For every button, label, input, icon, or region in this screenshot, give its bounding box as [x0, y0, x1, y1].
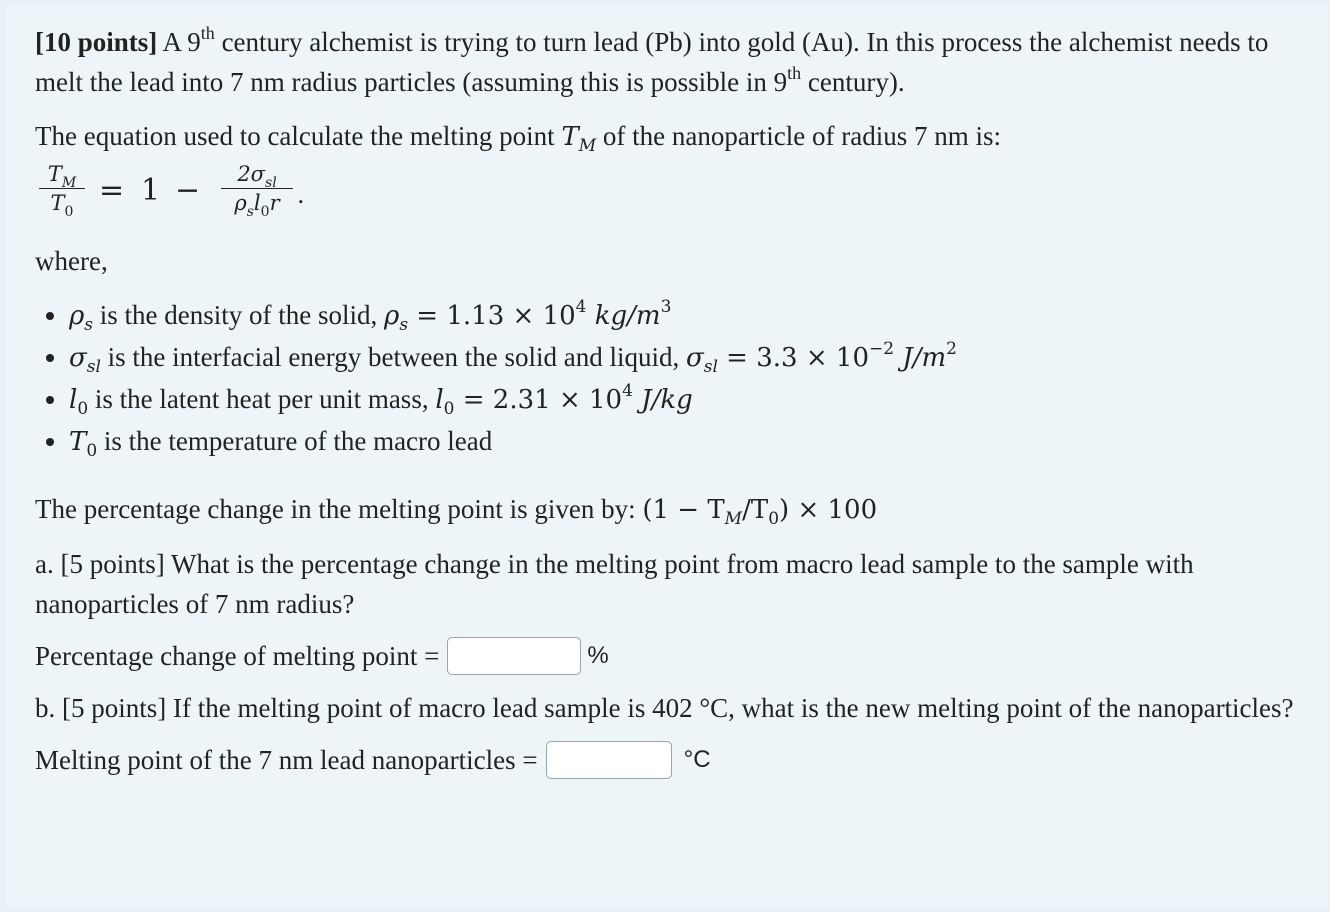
list-item: • $T_0$ is the temperature of the macro lead [69, 421, 1305, 463]
percentage-formula: The percentage change in the melting point is given by: $(1 - T_M/T_0) \times 100$ [35, 494, 878, 529]
melting-point-equation [35, 159, 1305, 239]
variable-list [35, 295, 1305, 463]
intro-text-b: century alchemist is trying to turn lead (Pb) into gold (Au). In this process the alchemist needs to melt the lead into 7 nm radius particles (assuming this is possible in 9 [35, 27, 1269, 97]
melting-point-input[interactable] [546, 741, 672, 779]
tm-symbol: $T_M$ [561, 122, 597, 156]
equation-period: . [297, 181, 305, 209]
points-label: [10 points] [35, 27, 158, 57]
intro-text-c: century). [801, 67, 905, 97]
lhs-fraction: $T_M$ $T_0$ [39, 161, 85, 216]
percentage-change-input[interactable] [447, 637, 581, 675]
equation-lead-text-2: of the nanoparticle of radius 7 nm is: [596, 121, 1002, 151]
celsius-unit: °C [683, 746, 711, 773]
part-b-question: b. [5 points] If the melting point of macro lead sample is 402 °C, what is the new melting point of the nanoparticles? [35, 693, 1294, 723]
part-a-answer-label: Percentage change of melting point = [35, 641, 440, 671]
part-b-answer-row [35, 740, 1305, 780]
part-a-answer-row [35, 636, 1305, 676]
equation-lead-text: The equation used to calculate the melting point [35, 121, 562, 151]
where-label: where, [35, 246, 108, 276]
percent-unit: % [587, 642, 609, 669]
list-item: • $\rho_s$ is the density of the solid, $\rho_s = 1.13 \times 10^4$ $kg/m^3$ [69, 295, 1305, 337]
intro-sup-a: th [200, 23, 215, 43]
intro-sup-b: th [787, 63, 802, 83]
equation-intro [35, 116, 1305, 157]
rhs-fraction: $2\sigma_{sl}$ $\rho_sl_0r$ [221, 161, 293, 216]
intro-text-a: A 9 [157, 27, 201, 57]
one-value: 1 [141, 173, 161, 208]
list-item: • $\sigma_{sl}$ is the interfacial energy between the solid and liquid, $\sigma_{sl} = 3.3 \times 10^{-2}$ $J/m^2$ [69, 337, 1305, 379]
part-b-answer-label: Melting point of the 7 nm lead nanoparticles = [35, 745, 538, 775]
equals-sign: = [99, 173, 125, 208]
list-item: • $l_0$ is the latent heat per unit mass, $l_0 = 2.31 \times 10^4$ J/kg [69, 379, 1305, 421]
question-content [35, 22, 1305, 780]
part-a-question: a. [5 points] What is the percentage change in the melting point from macro lead sample to the sample with nanoparticles of 7 nm radius? [35, 549, 1194, 619]
minus-sign: − [175, 173, 201, 208]
intro-paragraph [35, 22, 1305, 102]
percentage-expression: $(1 - T_M/T_0) \times 100$ [642, 495, 878, 529]
